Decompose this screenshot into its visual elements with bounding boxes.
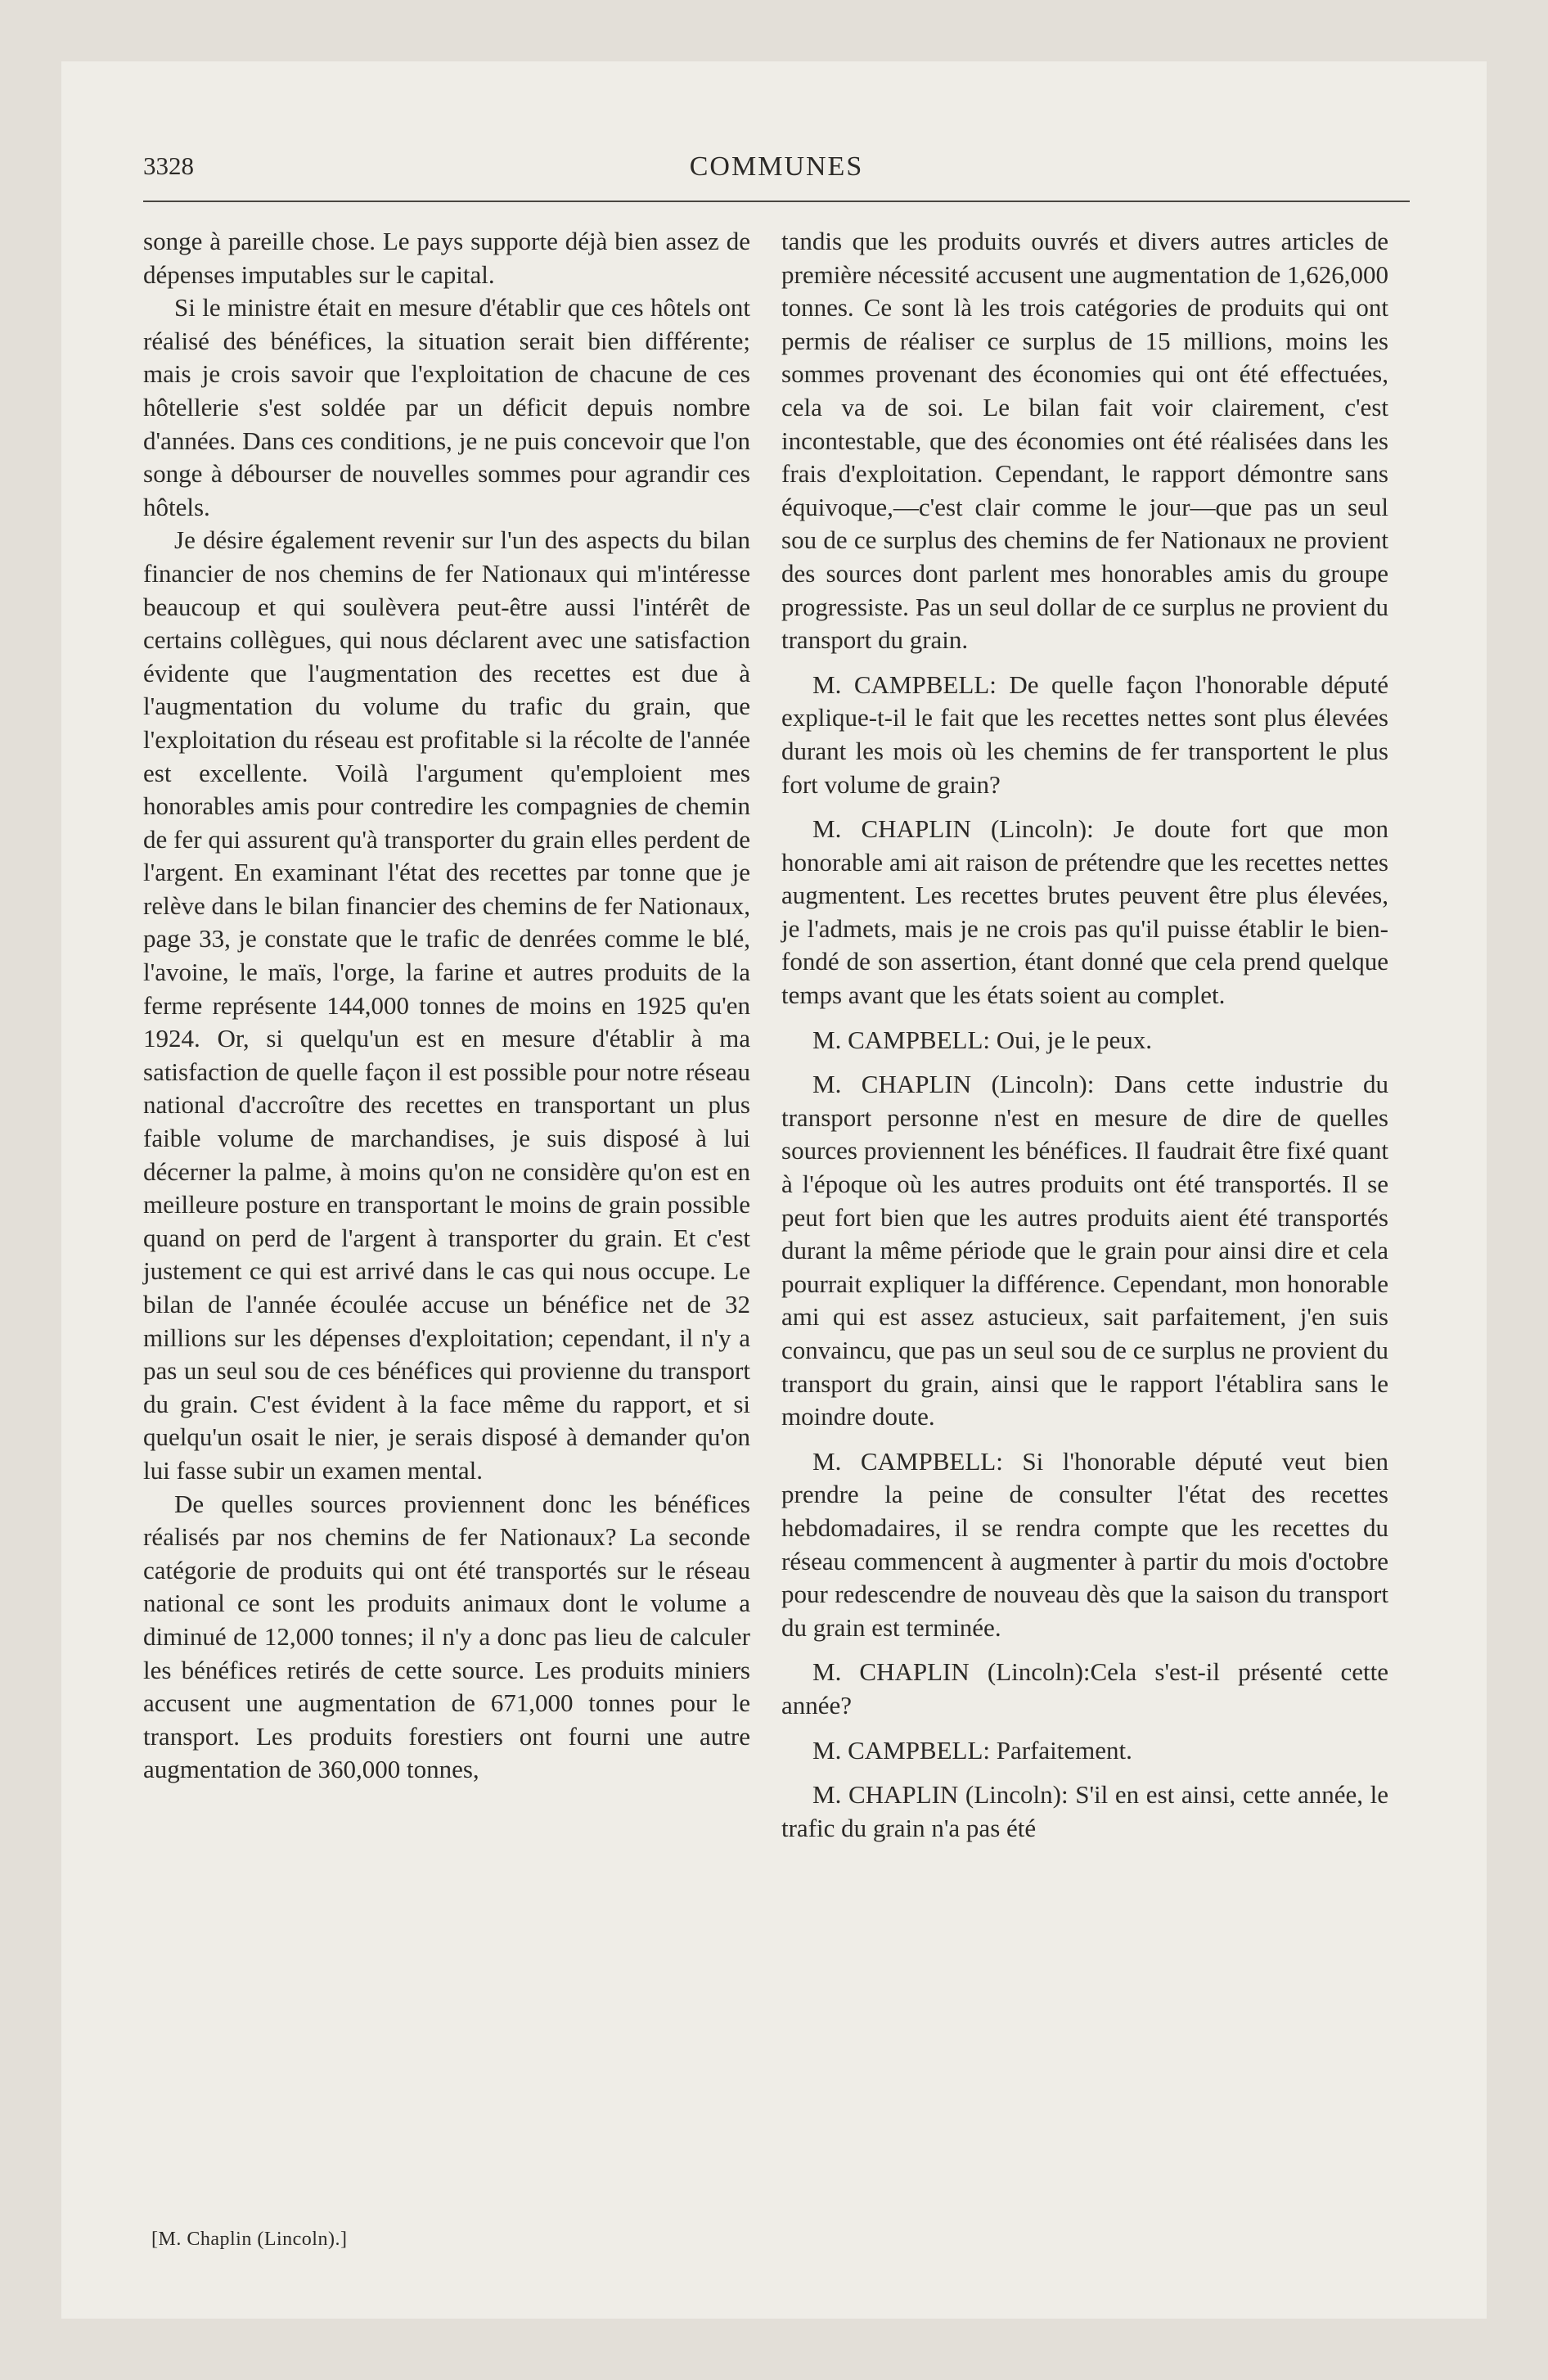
page-number: 3328	[143, 151, 194, 180]
running-head: COMMUNES	[689, 151, 864, 182]
page	[61, 61, 1487, 2319]
left-column	[143, 225, 750, 1787]
paragraph: De quelles sources proviennent donc les bénéfices réalisés par nos chemins de fer Nationaux? La seconde catégorie de produits qui ont été transportés sur le réseau national ce sont les produits animaux dont le volume a diminué de 12,000 tonnes; il n'y a donc pas lieu de calculer les bénéfices retirés de cette source. Les produits miniers accusent une augmentation de 671,000 tonnes pour le transport. Les produits forestiers ont fourni une autre augmentation de 360,000 tonnes,	[143, 1489, 750, 1784]
paragraph: songe à pareille chose. Le pays supporte déjà bien assez de dépenses imputables sur le capital.	[143, 227, 750, 289]
speech-campbell: M. CAMPBELL: Si l'honorable député veut bien prendre la peine de consulter l'état des recettes hebdomadaires, il se rendra compte que les recettes du réseau commencent à augmenter à partir du mois d'octobre pour redescendre de nouveau dès que la saison du transport du grain est terminée.	[781, 1446, 1388, 1642]
speech-chaplin: M. CHAPLIN (Lincoln): S'il en est ainsi, cette année, le trafic du grain n'a pas été	[781, 1780, 1388, 1842]
speech-chaplin: M. CHAPLIN (Lincoln): Dans cette industrie du transport personne n'est en mesure de dire de quelles sources proviennent les bénéfices. Il faudrait être fixé quant à l'époque où les autres produits ont été transportés. Il se peut fort bien que les autres produits aient été transportés durant la même période que le grain pour ainsi dire et cela pourrait expliquer la différence. Cependant, mon honorable ami qui est assez astucieux, sait parfaitement, j'en suis convaincu, que pas un seul sou de ce surplus ne provient du transport du grain, ainsi que le rapport l'établira sans le moindre doute.	[781, 1070, 1388, 1431]
speech-campbell: M. CAMPBELL: Parfaitement.	[812, 1735, 1132, 1765]
paragraph: Si le ministre était en mesure d'établir que ces hôtels ont réalisé des bénéfices, la situation serait bien différente; mais je crois savoir que l'exploitation de chacune de ces hôtellerie s'est soldée par un déficit depuis nombre d'années. Dans ces conditions, je ne puis concevoir que l'on songe à débourser de nouvelles sommes pour agrandir ces hôtels.	[143, 293, 750, 521]
speech-chaplin: M. CHAPLIN (Lincoln): Je doute fort que mon honorable ami ait raison de prétendre que les recettes nettes augmentent. Les recettes brutes peuvent être plus élevées, je l'admets, mais je ne crois pas qu'il puisse établir le bien-fondé de son assertion, étant donné que cela prend quelque temps avant que les états soient au complet.	[781, 814, 1388, 1010]
header-rule	[143, 201, 1410, 202]
right-column	[781, 225, 1388, 1845]
page-header	[143, 151, 1410, 201]
speech-campbell: M. CAMPBELL: De quelle façon l'honorable député explique-t-il le fait que les recettes nettes sont plus élevées durant les mois où les chemins de fer transportent le plus fort volume de grain?	[781, 669, 1388, 799]
speech-campbell: M. CAMPBELL: Oui, je le peux.	[812, 1025, 1153, 1054]
paragraph: tandis que les produits ouvrés et divers autres articles de première nécessité accusent une augmentation de 1,626,000 tonnes. Ce sont là les trois catégories de produits qui ont permis de réaliser ce surplus de 15 millions, moins les sommes provenant des économies qui ont été effectuées, cela va de soi. Le bilan fait voir clairement, c'est incontestable, que des économies ont été réalisées dans les frais d'exploitation. Cependant, le rapport démontre sans équivoque,—c'est clair comme le jour—que pas un seul sou de ce surplus des chemins de fer Nationaux ne provient des sources dont parlent mes honorables amis du groupe progressiste. Pas un seul dollar de ce surplus ne provient du transport du grain.	[781, 227, 1389, 655]
speech-chaplin: M. CHAPLIN (Lincoln):Cela s'est-il présenté cette année?	[781, 1657, 1388, 1720]
speaker-footnote: [M. Chaplin (Lincoln).]	[151, 2229, 348, 2250]
paragraph: Je désire également revenir sur l'un des aspects du bilan financier de nos chemins de fer Nationaux qui m'intéresse beaucoup et qui soulèvera peut-être aussi l'intérêt de certains collègues, qui nous déclarent avec une satisfaction évidente que l'augmentation des recettes est due à l'augmentation du volume du trafic du grain, que l'exploitation du réseau est profitable si la récolte de l'année est excellente. Voilà l'argument qu'emploient mes honorables amis pour contredire les compagnies de chemin de fer qui assurent qu'à transporter du grain elles perdent de l'argent. En examinant l'état des recettes par tonne que je relève dans le bilan financier des chemins de fer Nationaux, page 33, je constate que le trafic de denrées comme le blé, l'avoine, le maïs, l'orge, la farine et autres produits de la ferme représente 144,000 tonnes de moins en 1925 qu'en 1924. Or, si quelqu'un est en mesure d'établir à ma satisfaction de quelle façon il est possible pour notre réseau national d'accroître des recettes en transportant un plus faible volume de marchandises, je suis disposé à lui décerner la palme, à moins qu'on ne considère qu'on est en meilleure posture en transportant le moins de grain possible quand on perd de l'argent à transporter du grain. Et c'est justement ce qui est arrivé dans le cas qui nous occupe. Le bilan de l'année écoulée accuse un bénéfice net de 32 millions sur les dépenses d'exploitation; cependant, il n'y a pas un seul sou de ces bénéfices qui provienne du transport du grain. C'est évident à la face même du rapport, et si quelqu'un osait le nier, je serais disposé à demander qu'on lui fasse subir un examen mental.	[143, 525, 750, 1485]
